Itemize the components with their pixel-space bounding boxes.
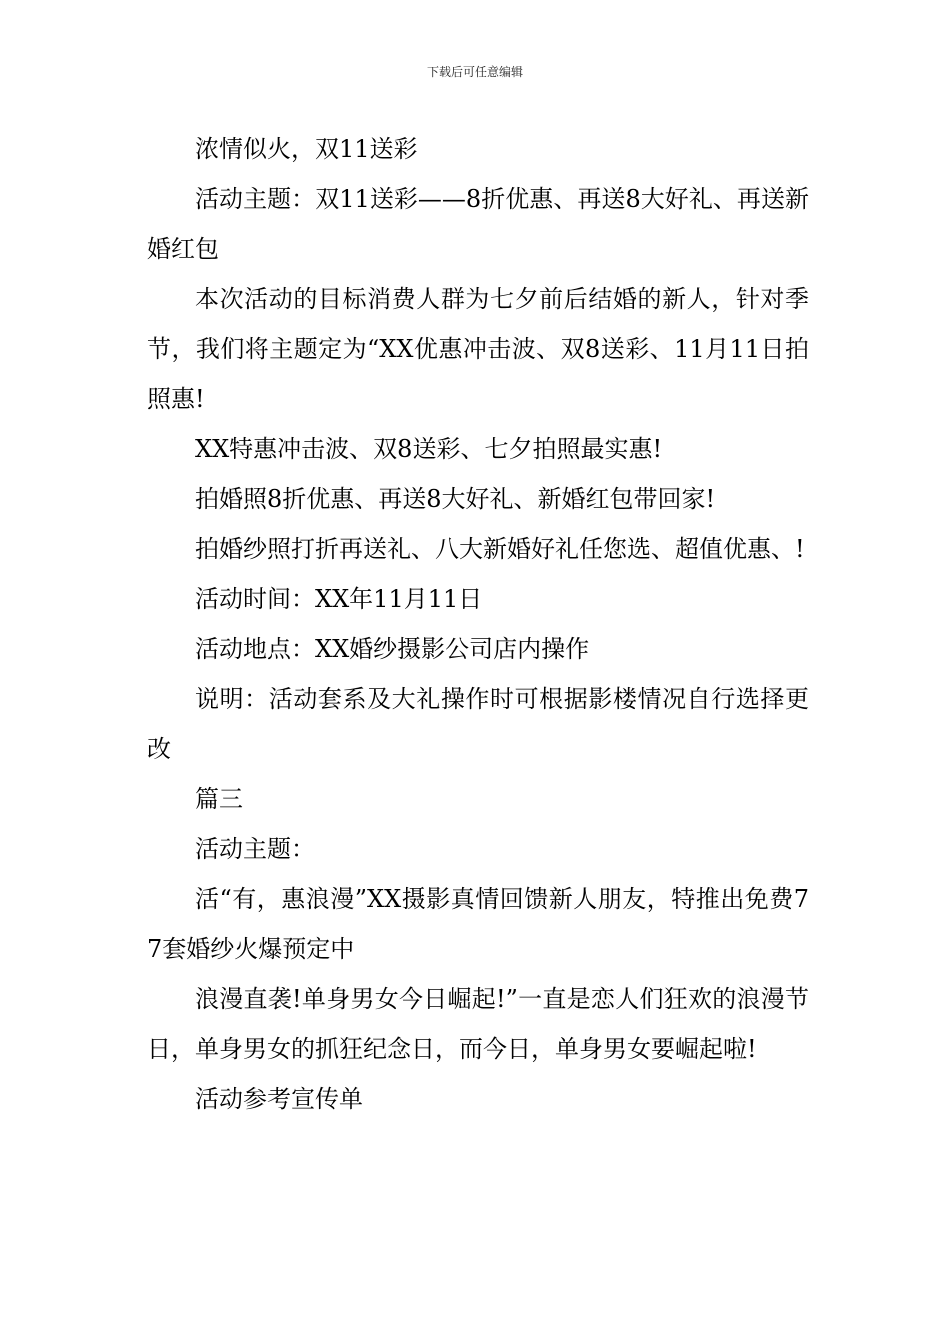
paragraph-romance: 浪漫直袭!单身男女今日崛起!”一直是恋人们狂欢的浪漫节日，单身男女的抓狂纪念日，而今日，单身男女要崛起啦! (147, 985, 809, 1063)
paragraph-target-audience: 本次活动的目标消费人群为七夕前后结婚的新人，针对季节，我们将主题定为“XX优惠冲击波、双8送彩、11月11日拍照惠! (147, 285, 809, 413)
paragraph-event-location: 活动地点：XX婚纱摄影公司店内操作 (195, 635, 590, 663)
paragraph-note: 说明：活动套系及大礼操作时可根据影楼情况自行选择更改 (147, 685, 809, 763)
paragraph-section-heading: 篇三 (195, 785, 243, 813)
paragraph-theme-label: 活动主题： (195, 835, 315, 863)
paragraph-theme: 活动主题：双11送彩——8折优惠、再送8大好礼、再送新婚红包 (147, 185, 809, 263)
paragraph-slogan-2: 拍婚照8折优惠、再送8大好礼、新婚红包带回家! (195, 485, 716, 513)
paragraph-slogan-1: XX特惠冲击波、双8送彩、七夕拍照最实惠! (195, 435, 663, 463)
paragraph-event-time: 活动时间：XX年11月11日 (195, 585, 483, 613)
paragraph-slogan-3: 拍婚纱照打折再送礼、八大新婚好礼任您选、超值优惠、! (195, 535, 805, 563)
document-body (147, 124, 809, 1124)
paragraph-promo: 活“有，惠浪漫”XX摄影真情回馈新人朋友，特推出免费77套婚纱火爆预定中 (147, 885, 809, 963)
page-header: 下载后可任意编辑 (426, 65, 523, 79)
paragraph-flyer: 活动参考宣传单 (195, 1085, 363, 1113)
paragraph-title: 浓情似火，双11送彩 (195, 135, 418, 163)
